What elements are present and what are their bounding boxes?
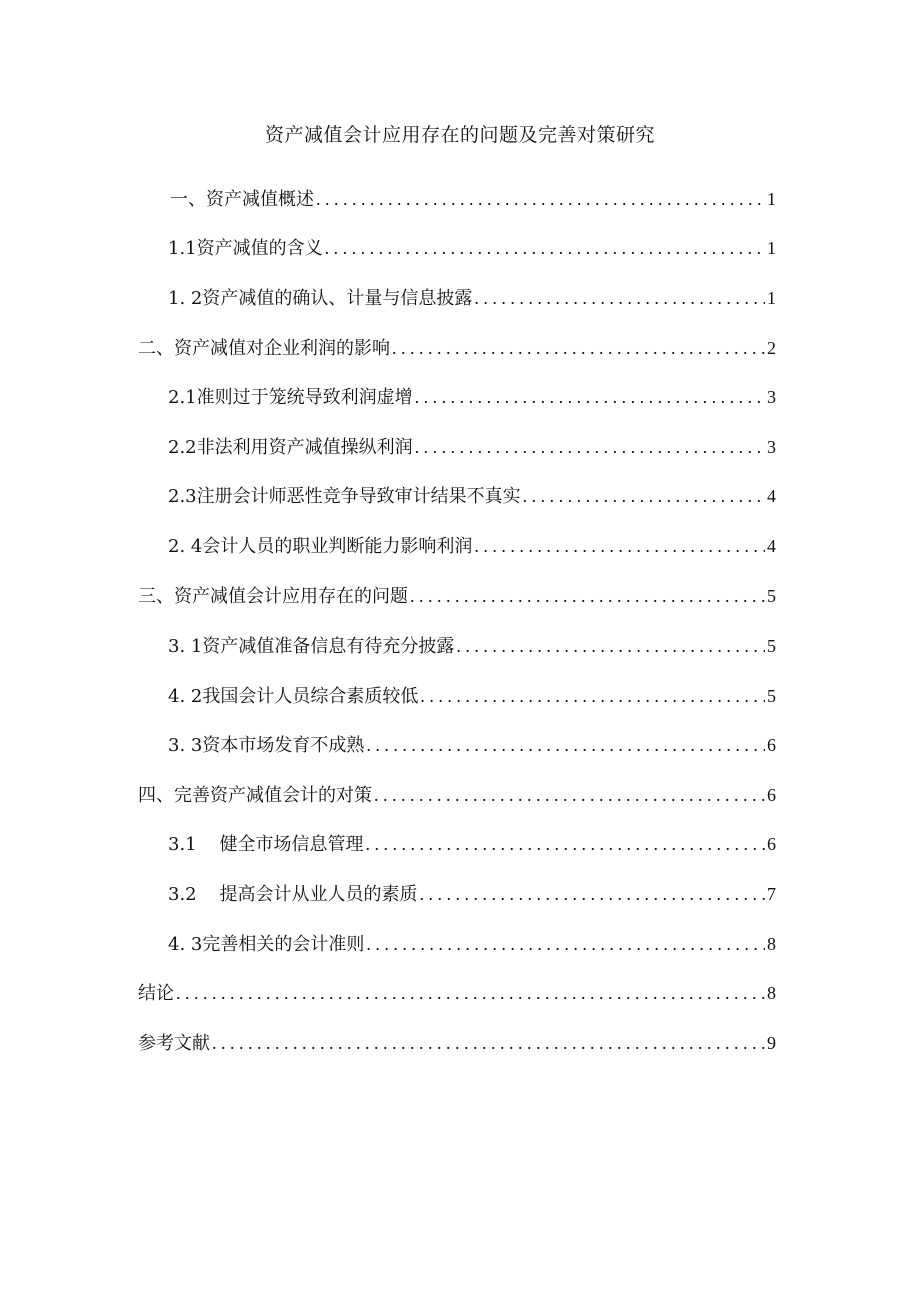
toc-entry-1 xyxy=(170,187,776,211)
toc-entry-page: 8 xyxy=(767,934,776,954)
toc-entry-label: 一、资产减值概述 xyxy=(170,189,314,210)
toc-entry-page: 9 xyxy=(767,1033,776,1053)
toc-entry-label: 2.3注册会计师恶性竞争导致审计结果不真实 xyxy=(168,486,521,507)
toc-entry-3-1 xyxy=(168,634,776,658)
toc-entry-conclusion xyxy=(138,981,776,1005)
toc-entry-1-2 xyxy=(168,286,776,310)
toc-dot-leader xyxy=(316,187,765,211)
toc-entry-label: 3. 1资产减值准备信息有待充分披露 xyxy=(168,636,455,657)
toc-entry-label: 参考文献 xyxy=(138,1033,210,1054)
toc-entry-label: 3.1 健全市场信息管理 xyxy=(168,834,364,855)
toc-entry-label: 2.2非法利用资产减值操纵利润 xyxy=(168,437,413,458)
toc-entry-label: 结论 xyxy=(138,983,174,1004)
toc-entry-page: 2 xyxy=(767,338,776,358)
toc-entry-page: 6 xyxy=(767,785,776,805)
toc-dot-leader xyxy=(415,435,765,459)
toc-dot-leader xyxy=(374,783,765,807)
toc-dot-leader xyxy=(366,733,765,757)
toc-dot-leader xyxy=(474,534,765,558)
toc-entry-page: 5 xyxy=(767,636,776,656)
toc-entry-3-3 xyxy=(168,733,776,757)
toc-dot-leader xyxy=(325,236,765,260)
toc-entry-page: 5 xyxy=(767,586,776,606)
toc-entry-label: 2. 4会计人员的职业判断能力影响利润 xyxy=(168,536,473,557)
toc-dot-leader xyxy=(176,981,765,1005)
toc-entry-2-3 xyxy=(168,484,776,508)
toc-entry-3 xyxy=(138,584,776,608)
toc-entry-label: 四、完善资产减值会计的对策 xyxy=(138,785,372,806)
toc-entry-page: 4 xyxy=(767,536,776,556)
toc-entry-page: 6 xyxy=(767,834,776,854)
toc-dot-leader xyxy=(523,484,765,508)
toc-dot-leader xyxy=(212,1031,765,1055)
toc-entry-page: 4 xyxy=(767,486,776,506)
toc-entry-page: 5 xyxy=(767,686,776,706)
toc-entry-label: 1.1资产减值的含义 xyxy=(168,238,323,259)
toc-entry-references xyxy=(138,1031,776,1055)
toc-dot-leader xyxy=(474,286,765,310)
toc-entry-page: 1 xyxy=(767,189,776,209)
toc-dot-leader xyxy=(420,684,765,708)
toc-entry-label: 1. 2资产减值的确认、计量与信息披露 xyxy=(168,288,473,309)
toc-entry-4-2 xyxy=(168,882,776,906)
toc-entry-label: 2.1准则过于笼统导致利润虚增 xyxy=(168,387,413,408)
toc-entry-page: 3 xyxy=(767,387,776,407)
toc-entry-page: 7 xyxy=(767,884,776,904)
toc-entry-3-2 xyxy=(168,684,776,708)
toc-entry-2-1 xyxy=(168,385,776,409)
toc-entry-4 xyxy=(138,783,776,807)
toc-entry-label: 4. 3完善相关的会计准则 xyxy=(168,934,365,955)
toc-dot-leader xyxy=(392,336,765,360)
toc-entry-4-3 xyxy=(168,932,776,956)
toc-entry-page: 1 xyxy=(767,238,776,258)
toc-dot-leader xyxy=(366,832,765,856)
toc-entry-1-1 xyxy=(168,236,776,260)
document-title: 资产减值会计应用存在的问题及完善对策研究 xyxy=(264,124,655,146)
toc-entry-2-4 xyxy=(168,534,776,558)
toc-entry-page: 6 xyxy=(767,735,776,755)
toc-entry-label: 3. 3资本市场发育不成熟 xyxy=(168,735,365,756)
toc-entry-label: 3.2 提高会计从业人员的素质 xyxy=(168,884,418,905)
toc-entry-page: 1 xyxy=(767,288,776,308)
toc-dot-leader xyxy=(415,385,765,409)
toc-entry-page: 8 xyxy=(767,983,776,1003)
toc-dot-leader xyxy=(410,584,765,608)
toc-entry-2-2 xyxy=(168,435,776,459)
toc-entry-label: 4. 2我国会计人员综合素质较低 xyxy=(168,686,419,707)
toc-entry-4-1 xyxy=(168,832,776,856)
toc-entry-label: 二、资产减值对企业利润的影响 xyxy=(138,338,390,359)
toc-entry-label: 三、资产减值会计应用存在的问题 xyxy=(138,586,408,607)
toc-dot-leader xyxy=(366,932,765,956)
toc-entry-2 xyxy=(138,336,776,360)
toc-dot-leader xyxy=(420,882,765,906)
toc-dot-leader xyxy=(456,634,765,658)
toc-entry-page: 3 xyxy=(767,437,776,457)
